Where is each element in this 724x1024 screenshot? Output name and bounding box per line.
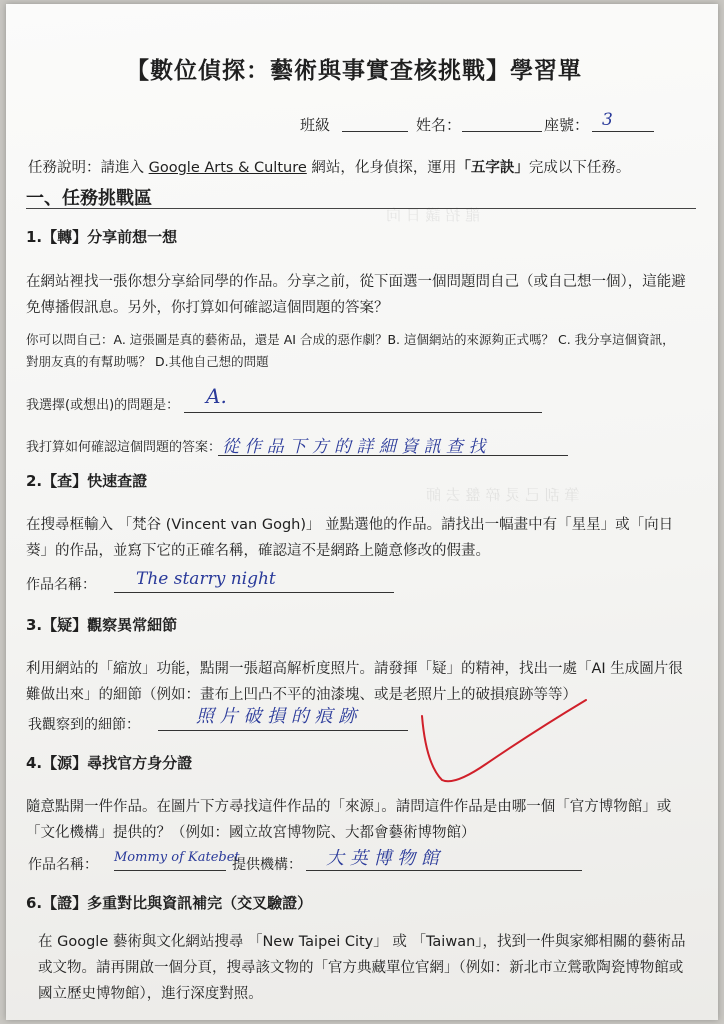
mission-middle: 網站，化身偵探，運用: [311, 160, 457, 176]
section-title: 一、任務挑戰區: [26, 188, 152, 209]
q2-body: 在搜尋框輸入 「梵谷 (Vincent van Gogh)」 並點選他的作品。請找出一幅畫中有「星星」或「向日葵」的作品，並寫下它的正確名稱，確認這不是網路上隨意修改的假畫。: [26, 517, 674, 559]
q1-choice-label: 我選擇(或想出)的問題是：: [26, 398, 180, 413]
q2-label: 作品名稱：: [26, 577, 96, 593]
q6-title: 6.【證】多重對比與資訊補完（交叉驗證）: [26, 894, 313, 912]
seat-value: 3: [602, 110, 613, 130]
q3-label: 我觀察到的細節：: [28, 717, 140, 733]
q3-body: 利用網站的「縮放」功能，點開一張超高解析度照片。請發揮「疑」的精神，找出一處「AI 生成圖片很難做出來」的細節（例如：畫布上凹凸不平的油漆塊、或是老照片上的破損痕跡等等）: [26, 661, 683, 703]
page-title: 【數位偵探：藝術與事實查核挑戰】學習單: [126, 58, 582, 84]
q1-choice-field: [184, 412, 542, 413]
q1-title: 1.【轉】分享前想一想: [26, 228, 178, 246]
check-mark-icon: [416, 694, 596, 804]
mission-statement: [28, 156, 630, 177]
q2-answer: The starry night: [136, 569, 276, 589]
google-arts-link: Google Arts & Culture: [148, 160, 307, 176]
q1-method-answer: 從 作 品 下 方 的 詳 細 資 訊 查 找: [222, 437, 486, 457]
q1-method-label: 我打算如何確認這個問題的答案：: [26, 440, 222, 455]
q1-choice-answer: A.: [206, 384, 227, 408]
q2-title: 2.【查】快速查證: [26, 472, 148, 490]
class-field: [342, 131, 408, 132]
q3-answer: 照 片 破 損 的 痕 跡: [196, 706, 357, 727]
name-label: 姓名：: [416, 116, 462, 134]
class-label: 班級: [300, 116, 331, 134]
mission-highlight: 「五字訣」: [456, 160, 529, 176]
bleed-through-text: 龍 招 議 日 向: [386, 206, 481, 224]
q4-provider-label: 提供機構：: [232, 857, 302, 873]
name-field: [462, 131, 542, 132]
q2-field: [114, 592, 394, 593]
q6-body: 在 Google 藝術與文化網站搜尋 「New Taipei City」 或 「Taiwan」，找到一件與家鄉相關的藝術品或文物。請再開啟一個分頁，搜尋該文物的「官方典藏單位官網」（例如：新北市立鶯歌陶瓷博物館或國立歷史博物館），進行深度對照。: [38, 934, 686, 1002]
worksheet-page: [6, 4, 718, 1020]
q4-provider-answer: 大 英 博 物 館: [326, 848, 439, 869]
q4-work-field: [114, 870, 226, 871]
q1-body: 在網站裡找一張你想分享給同學的作品。分享之前，從下面選一個問題問自己（或自己想一個），這能避免傳播假訊息。另外，你打算如何確認這個問題的答案？: [26, 274, 686, 316]
q4-work-label: 作品名稱：: [28, 857, 98, 873]
q4-body: 隨意點開一件作品。在圖片下方尋找這件作品的「來源」。請問這件作品是由哪一個「官方博物館」或「文化機構」提供的？（例如：國立故宮博物院、大都會藝術博物館）: [26, 799, 672, 841]
mission-suffix: 完成以下任務。: [528, 160, 631, 176]
q4-title: 4.【源】尋找官方身分證: [26, 754, 193, 772]
q4-work-answer: Mommy of Katebet: [114, 850, 240, 865]
seat-field: [592, 131, 654, 132]
section-rule: [26, 208, 696, 209]
mission-prefix: 任務說明：請進入: [28, 160, 144, 176]
q1-hint: 你可以問自己：A. 這張圖是真的藝術品，還是 AI 合成的惡作劇？B. 這個網站的來源夠正式嗎？ C. 我分享這個資訊，對朋友真的有幫助嗎？ D.其他自己想的問題: [26, 332, 675, 369]
q3-field: [158, 730, 408, 731]
bleed-through-text: 筆 刮 己 灵 碎 盤 去 師: [426, 486, 580, 504]
q3-title: 3.【疑】觀察異常細節: [26, 616, 178, 634]
seat-label: 座號：: [544, 116, 590, 134]
q4-provider-field: [306, 870, 582, 871]
